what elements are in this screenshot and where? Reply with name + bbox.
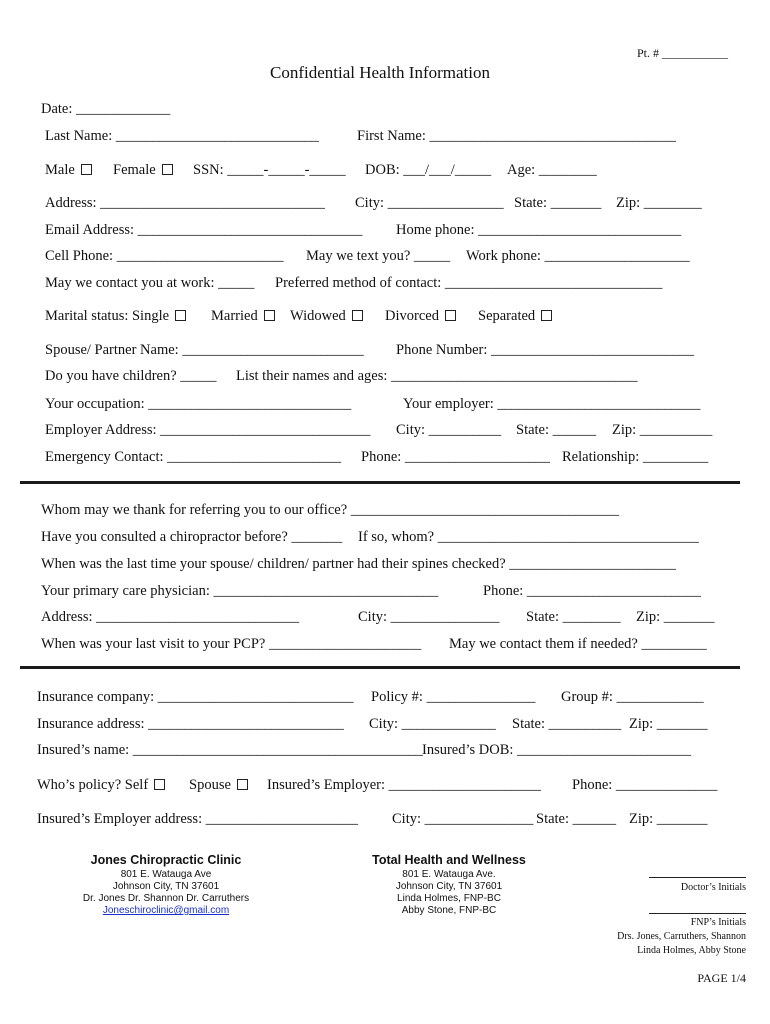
emergency-phone-field[interactable]: Phone: ____________________ <box>361 449 550 465</box>
spouse-name-field[interactable]: Spouse/ Partner Name: _________________________ <box>45 342 364 358</box>
last-name-field[interactable]: Last Name: ____________________________ <box>45 128 319 144</box>
employer-zip-field[interactable]: Zip: __________ <box>612 422 713 438</box>
fnp-initials-label: FNP’s Initials <box>690 917 746 928</box>
insured-employer-city-field[interactable]: City: _______________ <box>392 811 534 827</box>
relationship-field[interactable]: Relationship: _________ <box>562 449 709 465</box>
married-checkbox[interactable] <box>264 310 275 321</box>
contact-at-work-field[interactable]: May we contact you at work: _____ <box>45 275 255 291</box>
spouse-phone-field[interactable]: Phone Number: ____________________________ <box>396 342 695 358</box>
pcp-field[interactable]: Your primary care physician: _______________________________ <box>41 583 439 599</box>
male-label: Male <box>45 162 75 178</box>
section-divider <box>20 666 740 669</box>
age-field[interactable]: Age: ________ <box>507 162 597 178</box>
chiropractor-whom-field[interactable]: If so, whom? ____________________________________ <box>358 529 699 545</box>
clinic-total-health-city: Johnson City, TN 37601 <box>395 881 503 892</box>
first-name-field[interactable]: First Name: __________________________________ <box>357 128 676 144</box>
separated-option[interactable] <box>478 308 552 325</box>
insurance-zip-field[interactable]: Zip: _______ <box>629 716 708 732</box>
ssn-field[interactable]: SSN: _____-_____-_____ <box>193 162 346 178</box>
occupation-field[interactable]: Your occupation: ____________________________ <box>45 396 352 412</box>
employer-city-field[interactable]: City: __________ <box>396 422 502 438</box>
employer-address-field[interactable]: Employer Address: _____________________________ <box>45 422 371 438</box>
insured-employer-address-field[interactable]: Insured’s Employer address: _____________________ <box>37 811 358 827</box>
married-option[interactable] <box>211 308 275 325</box>
widowed-option[interactable] <box>290 308 363 325</box>
male-checkbox[interactable] <box>81 164 92 175</box>
divorced-label: Divorced <box>385 308 439 324</box>
insured-employer-field[interactable]: Insured’s Employer: _____________________ <box>267 777 541 793</box>
work-phone-field[interactable]: Work phone: ____________________ <box>466 248 690 264</box>
fnp-list: Linda Holmes, Abby Stone <box>637 945 746 956</box>
referral-field[interactable]: Whom may we thank for referring you to our office? _____________________________________ <box>41 502 620 518</box>
widowed-label: Widowed <box>290 308 346 324</box>
spines-checked-field[interactable]: When was the last time your spouse/ children/ partner had their spines checked? _______________________ <box>41 556 677 572</box>
patient-number-field[interactable]: Pt. # ___________ <box>637 46 729 60</box>
insurance-company-field[interactable]: Insurance company: ___________________________ <box>37 689 354 705</box>
insured-phone-field[interactable]: Phone: ______________ <box>572 777 718 793</box>
city-field[interactable]: City: ________________ <box>355 195 504 211</box>
emergency-contact-field[interactable]: Emergency Contact: ________________________ <box>45 449 342 465</box>
separated-checkbox[interactable] <box>541 310 552 321</box>
clinic-total-health-provider-1: Linda Holmes, FNP-BC <box>397 893 501 904</box>
pcp-city-field[interactable]: City: _______________ <box>358 609 500 625</box>
insurance-city-field[interactable]: City: _____________ <box>369 716 496 732</box>
insured-name-field[interactable]: Insured’s name: ________________________________________ <box>37 742 423 758</box>
clinic-total-health <box>349 854 549 917</box>
email-field[interactable]: Email Address: _______________________________ <box>45 222 363 238</box>
group-number-field[interactable]: Group #: ____________ <box>561 689 704 705</box>
home-phone-field[interactable]: Home phone: ____________________________ <box>396 222 682 238</box>
doctors-list: Drs. Jones, Carruthers, Shannon <box>617 931 746 942</box>
last-pcp-visit-field[interactable]: When was your last visit to your PCP? _____________________ <box>41 636 422 652</box>
female-label: Female <box>113 162 156 178</box>
female-option[interactable] <box>113 162 173 179</box>
clinic-jones-street: 801 E. Watauga Ave <box>120 869 212 880</box>
divorced-option[interactable] <box>385 308 456 325</box>
cell-phone-field[interactable]: Cell Phone: _______________________ <box>45 248 284 264</box>
whos-policy-label: Who’s policy? Self <box>37 777 149 793</box>
married-label: Married <box>211 308 258 324</box>
pcp-state-field[interactable]: State: ________ <box>526 609 621 625</box>
clinic-total-health-name: Total Health and Wellness <box>372 853 526 867</box>
children-field[interactable]: Do you have children? _____ <box>45 368 217 384</box>
marital-label: Marital status: Single <box>45 308 170 324</box>
insured-employer-state-field[interactable]: State: ______ <box>536 811 617 827</box>
clinic-jones-doctors: Dr. Jones Dr. Shannon Dr. Carruthers <box>82 893 250 904</box>
insurance-address-field[interactable]: Insurance address: ___________________________ <box>37 716 344 732</box>
fnp-initials-line[interactable] <box>649 913 746 914</box>
doctors-initials-label: Doctor’s Initials <box>680 882 746 893</box>
female-checkbox[interactable] <box>162 164 173 175</box>
preferred-contact-field[interactable]: Preferred method of contact: ______________________________ <box>275 275 663 291</box>
contact-pcp-field[interactable]: May we contact them if needed? _________ <box>449 636 707 652</box>
page-number: PAGE 1/4 <box>697 971 746 985</box>
spouse-checkbox[interactable] <box>237 779 248 790</box>
clinic-jones-city: Johnson City, TN 37601 <box>112 881 220 892</box>
insured-dob-field[interactable]: Insured’s DOB: ________________________ <box>422 742 692 758</box>
clinic-jones-name: Jones Chiropractic Clinic <box>90 853 242 867</box>
page-title: Confidential Health Information <box>270 63 490 82</box>
pcp-address-field[interactable]: Address: ____________________________ <box>41 609 300 625</box>
text-permission-field[interactable]: May we text you? _____ <box>306 248 451 264</box>
children-names-field[interactable]: List their names and ages: __________________________________ <box>236 368 638 384</box>
employer-state-field[interactable]: State: ______ <box>516 422 597 438</box>
male-option[interactable] <box>45 162 92 179</box>
clinic-total-health-street: 801 E. Watauga Ave. <box>402 869 496 880</box>
single-checkbox[interactable] <box>175 310 186 321</box>
policy-self-option[interactable] <box>37 777 165 794</box>
policy-number-field[interactable]: Policy #: _______________ <box>371 689 536 705</box>
divorced-checkbox[interactable] <box>445 310 456 321</box>
marital-single-option[interactable] <box>45 308 186 325</box>
employer-field[interactable]: Your employer: ____________________________ <box>403 396 701 412</box>
dob-field[interactable]: DOB: ___/___/_____ <box>365 162 492 178</box>
chiropractor-before-field[interactable]: Have you consulted a chiropractor before? _______ <box>41 529 343 545</box>
clinic-total-health-provider-2: Abby Stone, FNP-BC <box>401 905 497 916</box>
insured-employer-zip-field[interactable]: Zip: _______ <box>629 811 708 827</box>
self-checkbox[interactable] <box>154 779 165 790</box>
date-field[interactable]: Date: _____________ <box>41 101 171 117</box>
separated-label: Separated <box>478 308 536 324</box>
widowed-checkbox[interactable] <box>352 310 363 321</box>
clinic-jones-email-link[interactable]: Joneschiroclinic@gmail.com <box>102 905 230 916</box>
clinic-jones <box>60 854 272 917</box>
pcp-zip-field[interactable]: Zip: _______ <box>636 609 715 625</box>
zip-field[interactable]: Zip: ________ <box>616 195 702 211</box>
spouse-label: Spouse <box>189 777 231 793</box>
state-field[interactable]: State: _______ <box>514 195 602 211</box>
section-divider <box>20 481 740 484</box>
policy-spouse-option[interactable] <box>189 777 248 794</box>
insurance-state-field[interactable]: State: __________ <box>512 716 622 732</box>
doctors-initials-line[interactable] <box>649 877 746 878</box>
pcp-phone-field[interactable]: Phone: ________________________ <box>483 583 701 599</box>
address-field[interactable]: Address: _______________________________ <box>45 195 325 211</box>
